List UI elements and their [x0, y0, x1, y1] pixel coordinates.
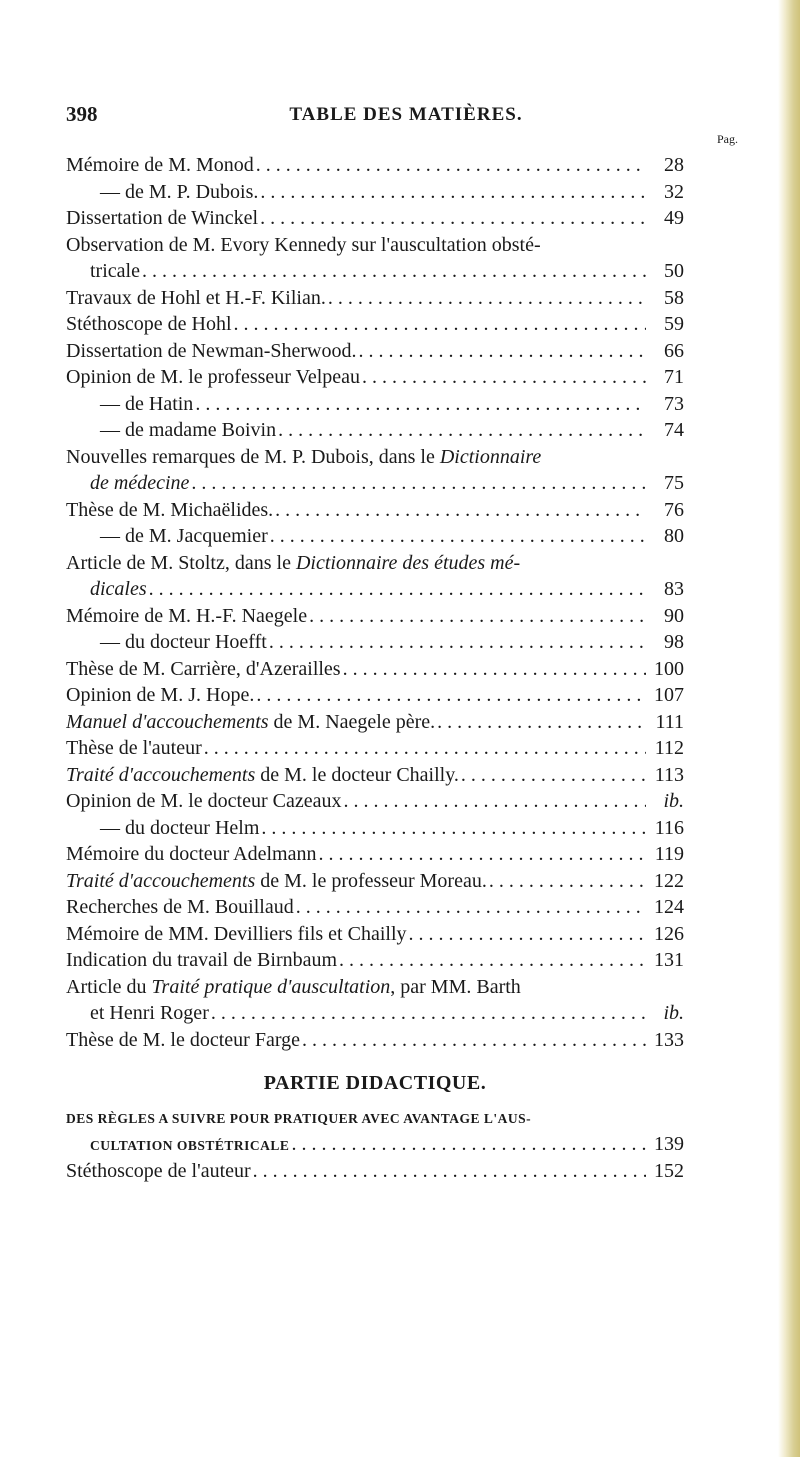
page-header: [66, 102, 746, 146]
toc-entry: Opinion de M. le docteur Cazeaux . . . ib.: [66, 788, 684, 815]
toc-entry: dicales . . . 83: [66, 576, 684, 603]
page-number: 398: [66, 102, 98, 126]
toc-entry: — de madame Boivin . . . 74: [66, 417, 684, 444]
page-column-label: Pag.: [717, 132, 738, 146]
toc-entry: Manuel d'accouchements de M. Naegele père. . . . 111: [66, 709, 684, 736]
page-edge: [778, 0, 800, 1457]
toc-entry: — de Hatin . . . 73: [66, 391, 684, 418]
running-title: TABLE DES MATIÈRES.: [289, 104, 523, 125]
table-of-contents: [66, 152, 684, 1184]
toc-entry: Thèse de l'auteur . . . 112: [66, 735, 684, 762]
toc-entry: Thèse de M. le docteur Farge . . . 133: [66, 1027, 684, 1054]
toc-entry: de médecine . . . 75: [66, 470, 684, 497]
toc-entry-line: Article du Traité pratique d'auscultation, par MM. Barth: [66, 975, 521, 998]
toc-entry: Stéthoscope de l'auteur . . . 152: [66, 1158, 684, 1185]
toc-entry: Travaux de Hohl et H.-F. Kilian. . . . 58: [66, 285, 684, 312]
section-heading: PARTIE DIDACTIQUE.: [263, 1072, 487, 1094]
toc-entry: Indication du travail de Birnbaum . . . 131: [66, 947, 684, 974]
toc-entry: Mémoire du docteur Adelmann . . . 119: [66, 841, 684, 868]
toc-entry: — du docteur Helm . . . 116: [66, 815, 684, 842]
toc-entry: tricale . . . 50: [66, 258, 684, 285]
toc-entry: — du docteur Hoefft . . . 98: [66, 629, 684, 656]
toc-entry: — de M. Jacquemier . . . 80: [66, 523, 684, 550]
toc-entry: Mémoire de MM. Devilliers fils et Chailly . . . 126: [66, 921, 684, 948]
toc-entry-line: Nouvelles remarques de M. P. Dubois, dans le Dictionnaire: [66, 445, 542, 468]
toc-entry: Mémoire de M. H.-F. Naegele . . . 90: [66, 603, 684, 630]
toc-entry: Stéthoscope de Hohl . . . 59: [66, 311, 684, 338]
toc-entry: et Henri Roger . . . ib.: [66, 1000, 684, 1027]
toc-entry: — de M. P. Dubois. . . . 32: [66, 179, 684, 206]
toc-entry: Mémoire de M. Monod . . . 28: [66, 152, 684, 179]
toc-entry: Recherches de M. Bouillaud . . . 124: [66, 894, 684, 921]
toc-entry: Dissertation de Winckel . . . 49: [66, 205, 684, 232]
toc-entry: Dissertation de Newman-Sherwood. . . . 66: [66, 338, 684, 365]
toc-entry: Opinion de M. le professeur Velpeau . . . 71: [66, 364, 684, 391]
toc-entry: Opinion de M. J. Hope. . . . 107: [66, 682, 684, 709]
toc-entry: Traité d'accouchements de M. le professeur Moreau. . . . 122: [66, 868, 684, 895]
toc-entry: Traité d'accouchements de M. le docteur Chailly. . . . 113: [66, 762, 684, 789]
toc-entry: Thèse de M. Michaëlides. . . . 76: [66, 497, 684, 524]
toc-entry-line: Observation de M. Evory Kennedy sur l'auscultation obsté-: [66, 233, 541, 256]
section-subtitle-line: DES RÈGLES A SUIVRE POUR PRATIQUER AVEC AVANTAGE L'AUS-: [66, 1111, 532, 1126]
toc-entry: CULTATION OBSTÉTRICALE . . . 139: [66, 1131, 684, 1158]
toc-entry: Thèse de M. Carrière, d'Azerailles . . . 100: [66, 656, 684, 683]
toc-entry-line: Article de M. Stoltz, dans le Dictionnaire des études mé-: [66, 551, 521, 574]
